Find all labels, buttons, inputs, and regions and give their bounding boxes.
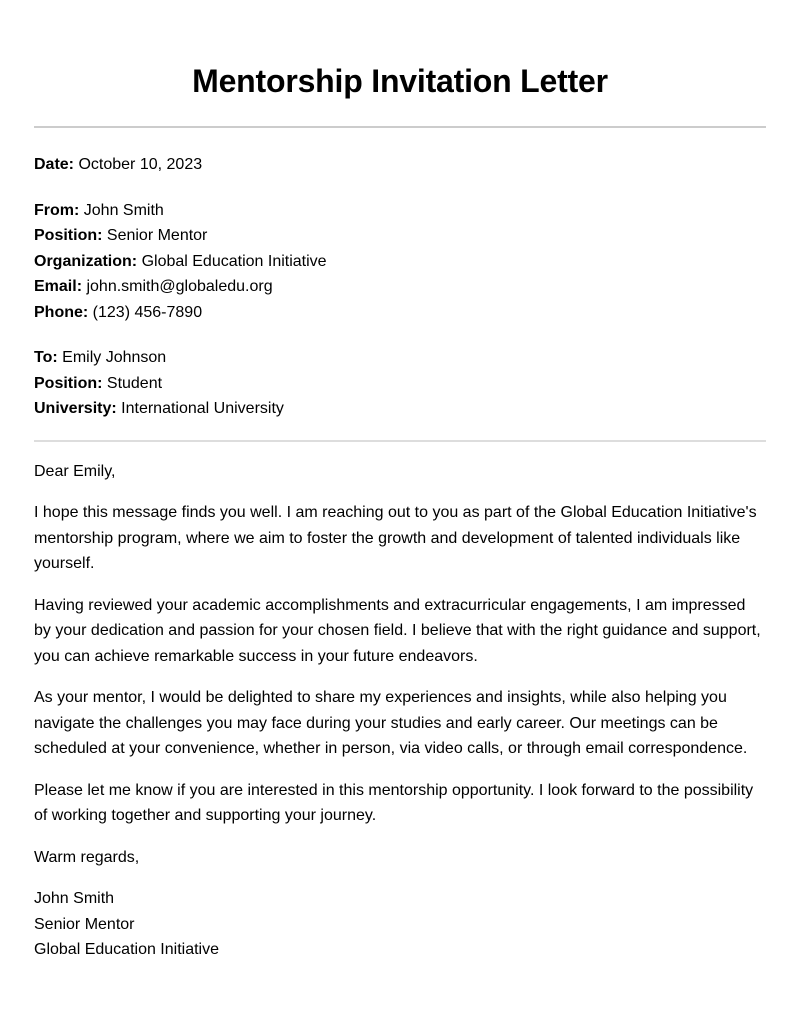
paragraph: Having reviewed your academic accomplishments and extracurricular engagements, I am impressed by your dedication and passion for your chosen field. I believe that with the right guidance and support, you can achieve remarkable success in your future endeavors. — [34, 596, 761, 665]
salutation: Dear Emily, — [34, 462, 116, 480]
recipient-block — [34, 345, 766, 422]
sender-phone: (123) 456-7890 — [92, 303, 203, 321]
sender-phone-line — [34, 300, 766, 326]
recipient-university-label: University: — [34, 400, 117, 417]
sender-organization: Global Education Initiative — [141, 252, 327, 270]
date-block — [34, 152, 766, 178]
sender-block — [34, 198, 766, 326]
date-value: October 10, 2023 — [78, 156, 203, 173]
recipient-position-label: Position: — [34, 374, 103, 392]
recipient-position-line — [34, 371, 766, 397]
paragraph: I hope this message finds you well. I am reaching out to you as part of the Global Education Initiative's mentorship program, where we aim to foster the growth and development of talented individuals like yourself. — [34, 504, 757, 572]
recipient-university: International University — [121, 400, 284, 417]
sender-position: Senior Mentor — [106, 227, 208, 244]
sender-email-label: Email: — [34, 278, 83, 295]
letter-body — [34, 459, 766, 871]
sender-name-line — [34, 198, 766, 224]
paragraph: As your mentor, I would be delighted to share my experiences and insights, while also helping you navigate the challenges you may face during your studies and early career. Our meetings can be scheduled at your convenience, whether in person, via video calls, or through email correspondence. — [34, 689, 748, 757]
paragraph: Please let me know if you are interested in this mentorship opportunity. I look forward to the possibility of working together and supporting your journey. — [34, 781, 754, 824]
sender-email: john.smith@globaledu.org — [86, 278, 273, 295]
recipient-position: Student — [106, 374, 163, 392]
body-divider — [34, 440, 766, 442]
to-label: To: — [34, 349, 58, 366]
date-line — [34, 152, 766, 178]
sender-organization-label: Organization: — [34, 252, 138, 270]
recipient-name: Emily Johnson — [62, 349, 167, 366]
from-label: From: — [34, 201, 80, 219]
sender-phone-label: Phone: — [34, 303, 89, 321]
signature-name: John Smith — [34, 890, 115, 907]
sender-organization-line — [34, 249, 766, 275]
sender-email-line — [34, 274, 766, 300]
recipient-university-line — [34, 396, 766, 422]
page-title: Mentorship Invitation Letter — [192, 63, 608, 99]
date-label: Date: — [34, 156, 75, 173]
sender-position-label: Position: — [34, 227, 103, 244]
signature-block — [34, 886, 766, 963]
closing: Warm regards, — [34, 848, 140, 866]
header-divider — [34, 126, 766, 128]
sender-name: John Smith — [83, 201, 164, 219]
signature-title: Senior Mentor — [34, 915, 135, 933]
signature-organization: Global Education Initiative — [34, 941, 219, 958]
sender-position-line — [34, 223, 766, 249]
recipient-name-line — [34, 345, 766, 371]
